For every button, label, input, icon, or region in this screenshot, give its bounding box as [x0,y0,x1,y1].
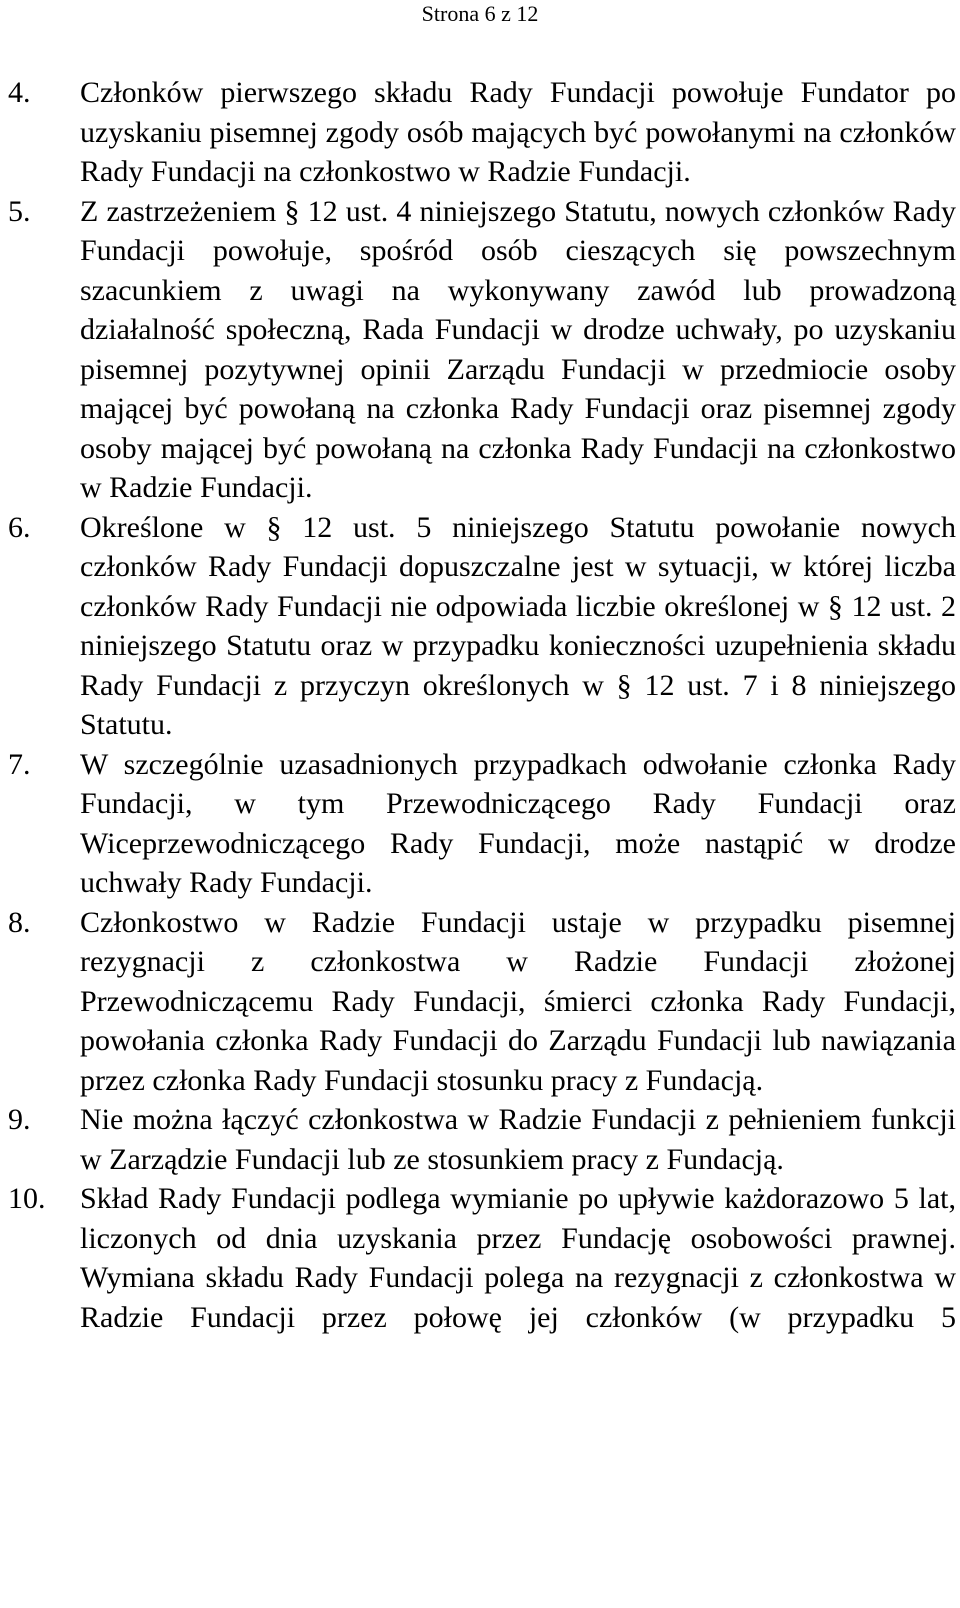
item-number: 10. [8,1182,46,1215]
item-number: 8. [8,905,31,939]
item-text: Z zastrzeżeniem § 12 ust. 4 niniejszego Statutu, nowych członków Rady Fundacji powołuje, spośród osób cieszących się powszechnym szacunkiem z uwagi na wykonywany zawód lub prowadzoną działalność społeczną, Rada Fundacji w drodze uchwały, po uzyskaniu pisemnej pozytywnej opinii Zarządu Fundacji w przedmiocie osoby mającej być powołaną na członka Rady Fundacji oraz pisemnej zgody osoby mającej być powołaną na członka Rady Fundacji na członkostwo w Radzie Fundacji. [80,194,956,504]
item-number: 7. [8,747,31,781]
list-item-8 [8,903,956,1101]
list-item-10 [8,1179,956,1337]
list-item-9 [8,1100,956,1179]
page-number-header: Strona 6 z 12 [421,1,539,26]
item-text: Określone w § 12 ust. 5 niniejszego Statutu powołanie nowych członków Rady Fundacji dopuszczalne jest w sytuacji, w której liczba członków Rady Fundacji nie odpowiada liczbie określonej w § 12 ust. 2 niniejszego Statutu oraz w przypadku konieczności uzupełnienia składu Rady Fundacji z przyczyn określonych w § 12 ust. 7 i 8 niniejszego Statutu. [80,510,956,741]
item-text: Nie można łączyć członkostwa w Radzie Fundacji z pełnieniem funkcji w Zarządzie Fundacji lub ze stosunkiem pracy z Fundacją. [80,1103,956,1176]
statute-document [8,73,956,1337]
item-number: 6. [8,510,31,544]
list-item-7 [8,745,956,903]
item-text: Członkostwo w Radzie Fundacji ustaje w przypadku pisemnej rezygnacji z członkostwa w Radzie Fundacji złożonej Przewodniczącemu Rady Fundacji, śmierci członka Rady Fundacji, powołania członka Rady Fundacji do Zarządu Fundacji lub nawiązania przez członka Rady Fundacji stosunku pracy z Fundacją. [80,905,956,1097]
item-text: Członków pierwszego składu Rady Fundacji powołuje Fundator po uzyskaniu pisemnej zgody osób mających być powołanymi na członków Rady Fundacji na członkostwo w Radzie Fundacji. [80,76,956,188]
item-number: 4. [8,76,31,109]
list-item-5 [8,192,956,508]
item-text: W szczególnie uzasadnionych przypadkach odwołanie członka Rady Fundacji, w tym Przewodniczącego Rady Fundacji oraz Wiceprzewodniczącego Rady Fundacji, może nastąpić w drodze uchwały Rady Fundacji. [80,747,956,899]
item-text: Skład Rady Fundacji podlega wymianie po upływie każdorazowo 5 lat, liczonych od dnia uzyskania przez Fundację osobowości prawnej. Wymiana składu Rady Fundacji polega na rezygnacji z członkostwa w Radzie Fundacji przez połowę jej członków (w przypadku 5 [80,1182,956,1334]
item-number: 5. [8,194,31,228]
list-item-6 [8,508,956,745]
item-number: 9. [8,1103,31,1136]
list-item-4 [8,73,956,192]
